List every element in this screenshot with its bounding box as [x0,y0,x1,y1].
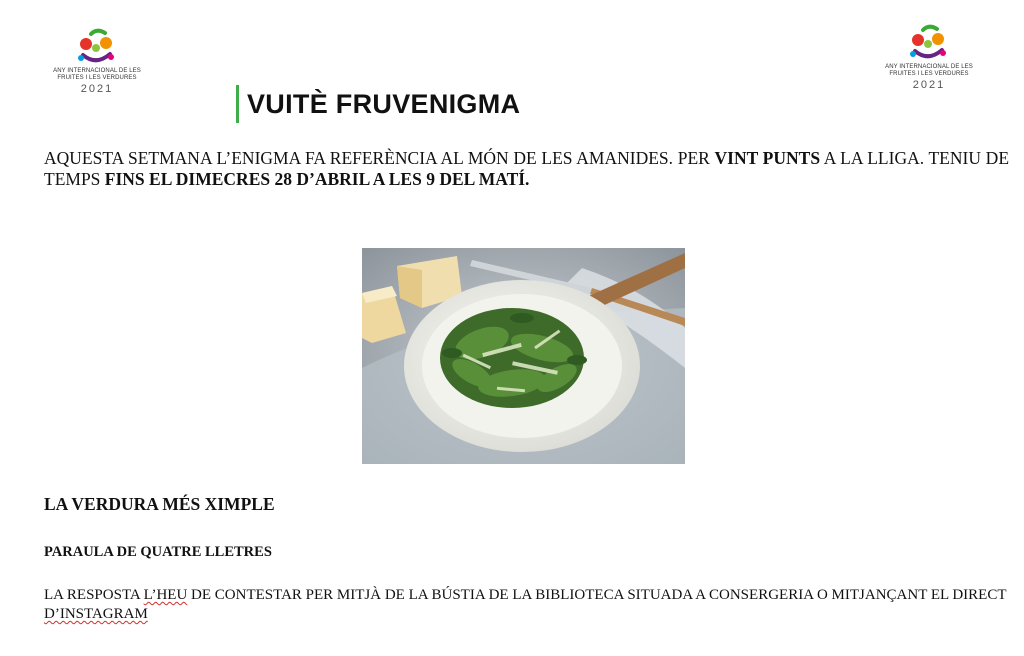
logo-left [52,28,142,95]
title-accent-bar [236,85,239,123]
salad-photo [362,248,685,464]
answer-text-instagram: D’INSTAGRAM [44,606,148,622]
logo-year: 2021 [912,79,946,91]
intro-text-2: A LA LLIGA. TENIU DE TEMPS [44,148,1010,189]
intro-text-1: AQUESTA SETMANA L’ENIGMA FA REFERÈNCIA AL MÓN DE LES AMANIDES. PER [44,148,715,168]
logo-year: 2021 [80,83,114,95]
salad-plate-photo-icon [362,248,685,464]
logo-text-line2: FRUITES I LES VERDURES [57,75,137,81]
logo-right [884,24,974,91]
logo-text-line1: ANY INTERNACIONAL DE LES [885,64,973,70]
fruit-face-logo-icon [907,24,951,64]
riddle-heading: LA VERDURA MÉS XIMPLE [44,494,275,514]
intro-paragraph [44,148,1009,190]
intro-bold-deadline: FINS EL DIMECRES 28 D’ABRIL A LES 9 DEL MATÍ. [104,169,530,189]
answer-text-1: LA RESPOSTA [44,587,144,603]
answer-text-2: DE CONTESTAR PER MITJÀ DE LA BÚSTIA DE LA BIBLIOTECA SITUADA A CONSERGERIA O MITJANÇANT EL DIRECT [187,587,1007,603]
page-title: VUITÈ FRUVENIGMA [247,88,521,119]
answer-text-lheu: L’HEU [143,587,188,603]
fruit-face-logo-icon [75,28,119,68]
logo-text-line1: ANY INTERNACIONAL DE LES [53,68,141,74]
intro-bold-points: VINT PUNTS [714,148,821,168]
riddle-hint: PARAULA DE QUATRE LLETRES [44,544,272,560]
title-block [236,84,520,124]
logo-text-line2: FRUITES I LES VERDURES [889,71,969,77]
answer-paragraph [44,586,1009,624]
